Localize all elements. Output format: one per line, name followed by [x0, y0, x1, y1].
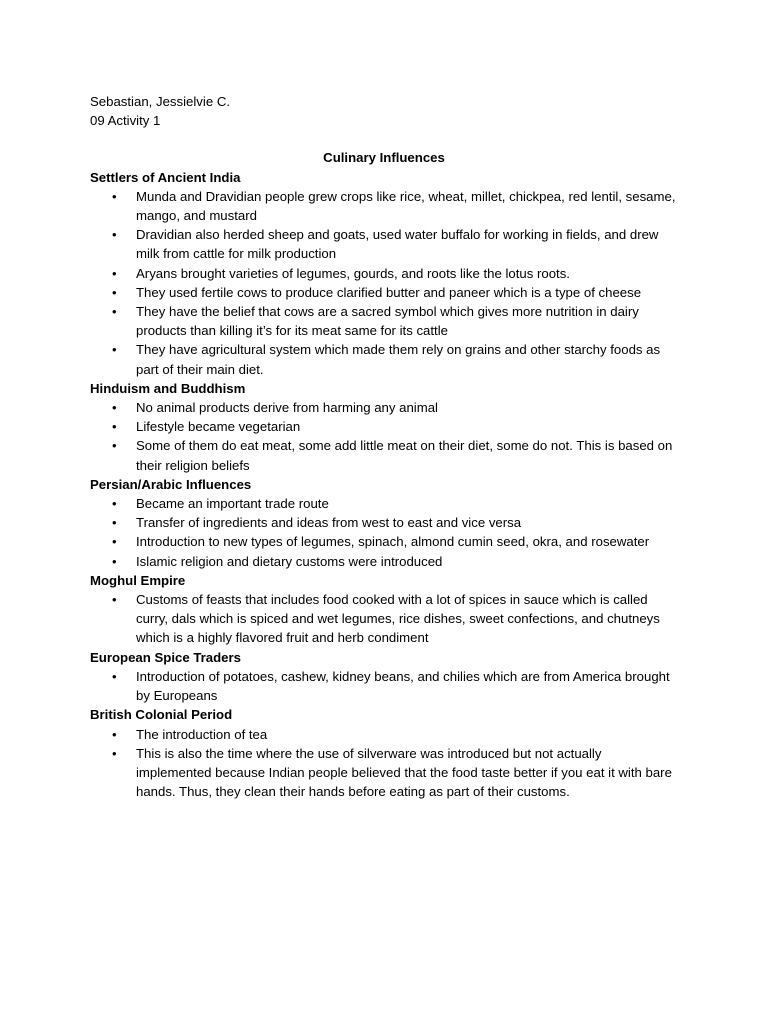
bullet-icon: • [112, 515, 117, 531]
section-heading: British Colonial Period [90, 707, 233, 723]
bullet-icon: • [112, 342, 117, 358]
list-item-text: This is also the time where the use of silverware was introduced but not actually implemented because Indian people believed that the food taste better if you eat it with bare hands. Thus, they clean their hands before eating as part of their customs. [136, 745, 672, 800]
bullet-list [90, 667, 688, 705]
bullet-icon: • [112, 668, 117, 684]
section-heading: European Spice Traders [90, 649, 241, 665]
list-item [112, 552, 676, 571]
list-item [112, 590, 676, 648]
list-item-text: They have the belief that cows are a sacred symbol which gives more nutrition in dairy products than killing it’s for its meat same for its cattle [136, 304, 639, 339]
list-item-text: Became an important trade route [136, 496, 329, 512]
list-item-text: Aryans brought varieties of legumes, gourds, and roots like the lotus roots. [136, 265, 570, 281]
list-item-text: They used fertile cows to produce clarified butter and paneer which is a type of cheese [136, 284, 642, 300]
list-item [112, 302, 676, 340]
list-item-text: The introduction of tea [136, 726, 268, 742]
list-item-text: Some of them do eat meat, some add little meat on their diet, some do not. This is based on their religion beliefs [136, 438, 673, 473]
section-heading: Settlers of Ancient India [90, 169, 241, 185]
bullet-icon: • [112, 438, 117, 454]
list-item [112, 725, 676, 744]
bullet-icon: • [112, 496, 117, 512]
list-item-text: No animal products derive from harming any animal [136, 400, 438, 416]
bullet-icon: • [112, 534, 117, 550]
bullet-icon: • [112, 227, 117, 243]
list-item [112, 417, 676, 436]
section-heading: Persian/Arabic Influences [90, 476, 252, 492]
list-item-text: Introduction of potatoes, cashew, kidney beans, and chilies which are from America brought by Europeans [136, 668, 670, 704]
list-item [112, 264, 676, 283]
bullet-icon: • [112, 592, 117, 608]
list-item [112, 494, 676, 513]
section-heading: Hinduism and Buddhism [90, 380, 246, 396]
list-item-text: Customs of feasts that includes food cooked with a lot of spices in sauce which is called curry, dals which is spiced and wet legumes, rice dishes, sweet confections, and chutneys which is a highly flavored fruit and herb condiment [136, 592, 660, 646]
bullet-list [90, 590, 688, 648]
list-item [112, 398, 676, 417]
bullet-icon: • [112, 419, 117, 435]
list-item [112, 513, 676, 532]
list-item-text: Introduction to new types of legumes, spinach, almond cumin seed, okra, and rosewater [136, 534, 650, 550]
list-item-text: Dravidian also herded sheep and goats, used water buffalo for working in fields, and drew milk from cattle for milk production [136, 227, 659, 262]
list-item-text: Islamic religion and dietary customs were introduced [136, 553, 443, 569]
list-item-text: Transfer of ingredients and ideas from west to east and vice versa [136, 515, 522, 531]
document-title: Culinary Influences [323, 150, 445, 166]
bullet-list [90, 398, 688, 475]
list-item [112, 187, 676, 225]
list-item [112, 436, 676, 474]
list-item [112, 225, 676, 263]
list-item-text: Lifestyle became vegetarian [136, 419, 301, 435]
bullet-icon: • [112, 726, 117, 742]
bullet-icon: • [112, 284, 117, 300]
bullet-icon: • [112, 265, 117, 281]
list-item-text: They have agricultural system which made them rely on grains and other starchy foods as part of their main diet. [136, 342, 661, 377]
list-item [112, 667, 676, 705]
activity-label: 09 Activity 1 [90, 113, 161, 129]
bullet-icon: • [112, 304, 117, 320]
document-meta [90, 92, 688, 130]
bullet-list [90, 187, 688, 379]
author-name: Sebastian, Jessielvie C. [90, 94, 231, 109]
bullet-icon: • [112, 400, 117, 416]
list-item [112, 283, 676, 302]
list-item [112, 744, 676, 802]
list-item [112, 340, 676, 378]
section-heading: Moghul Empire [90, 572, 186, 588]
list-item [112, 532, 676, 551]
bullet-list [90, 725, 688, 802]
bullet-list [90, 494, 688, 571]
bullet-icon: • [112, 188, 117, 204]
bullet-icon: • [112, 553, 117, 569]
list-item-text: Munda and Dravidian people grew crops like rice, wheat, millet, chickpea, red lentil, sesame, mango, and mustard [136, 188, 676, 224]
document-body [90, 168, 688, 802]
bullet-icon: • [112, 745, 117, 761]
